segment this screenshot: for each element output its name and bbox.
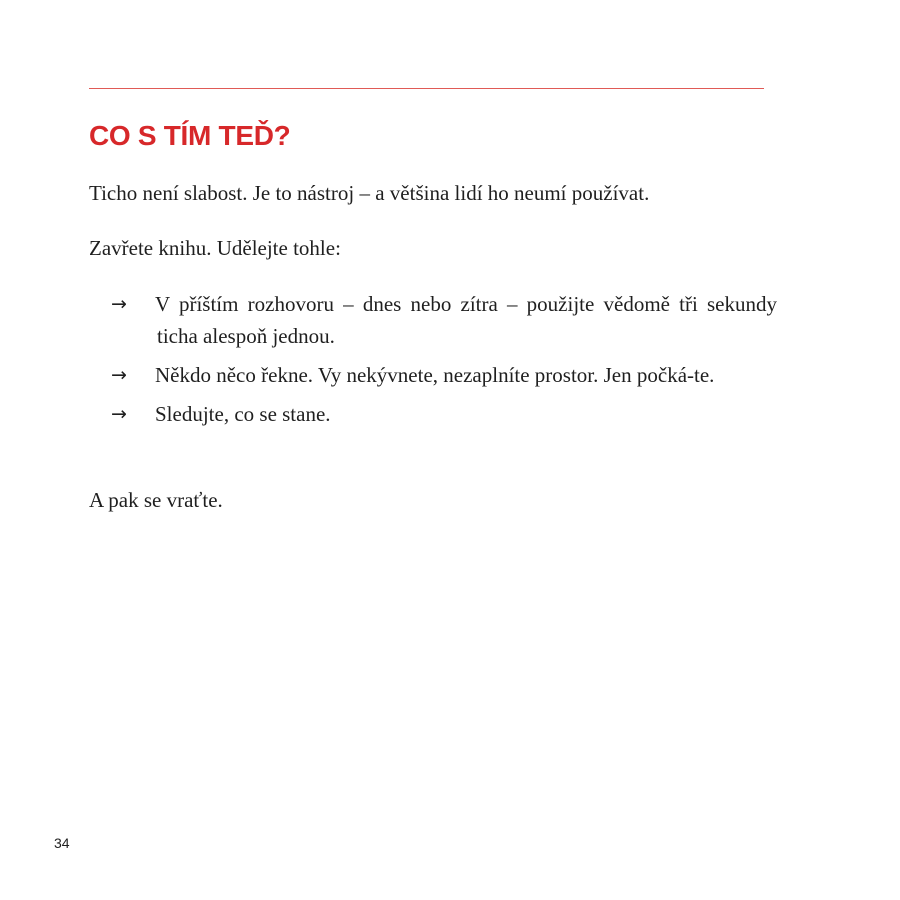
arrow-right-icon: → — [111, 293, 127, 315]
intro-paragraph: Ticho není slabost. Je to nástroj – a většina lidí ho neumí používat. — [89, 181, 650, 205]
list-item — [89, 398, 777, 430]
section-heading: CO S TÍM TEĎ? — [89, 120, 291, 151]
steps-list — [89, 288, 777, 437]
list-item-text: Sledujte, co se stane. — [155, 402, 331, 426]
top-divider — [89, 88, 764, 89]
list-item — [89, 359, 777, 391]
list-item-text: V příštím rozhovoru – dnes nebo zítra – použijte vědomě tři sekundy ticha alespoň jednou. — [155, 292, 777, 348]
arrow-right-icon: → — [111, 364, 127, 386]
page-number: 34 — [54, 835, 70, 851]
list-item — [89, 288, 777, 352]
closing-paragraph: A pak se vraťte. — [89, 488, 223, 512]
arrow-right-icon: → — [111, 403, 127, 425]
instruction-paragraph: Zavřete knihu. Udělejte tohle: — [89, 236, 341, 260]
list-item-text: Někdo něco řekne. Vy nekývnete, nezaplníte prostor. Jen počká-te. — [155, 363, 715, 387]
